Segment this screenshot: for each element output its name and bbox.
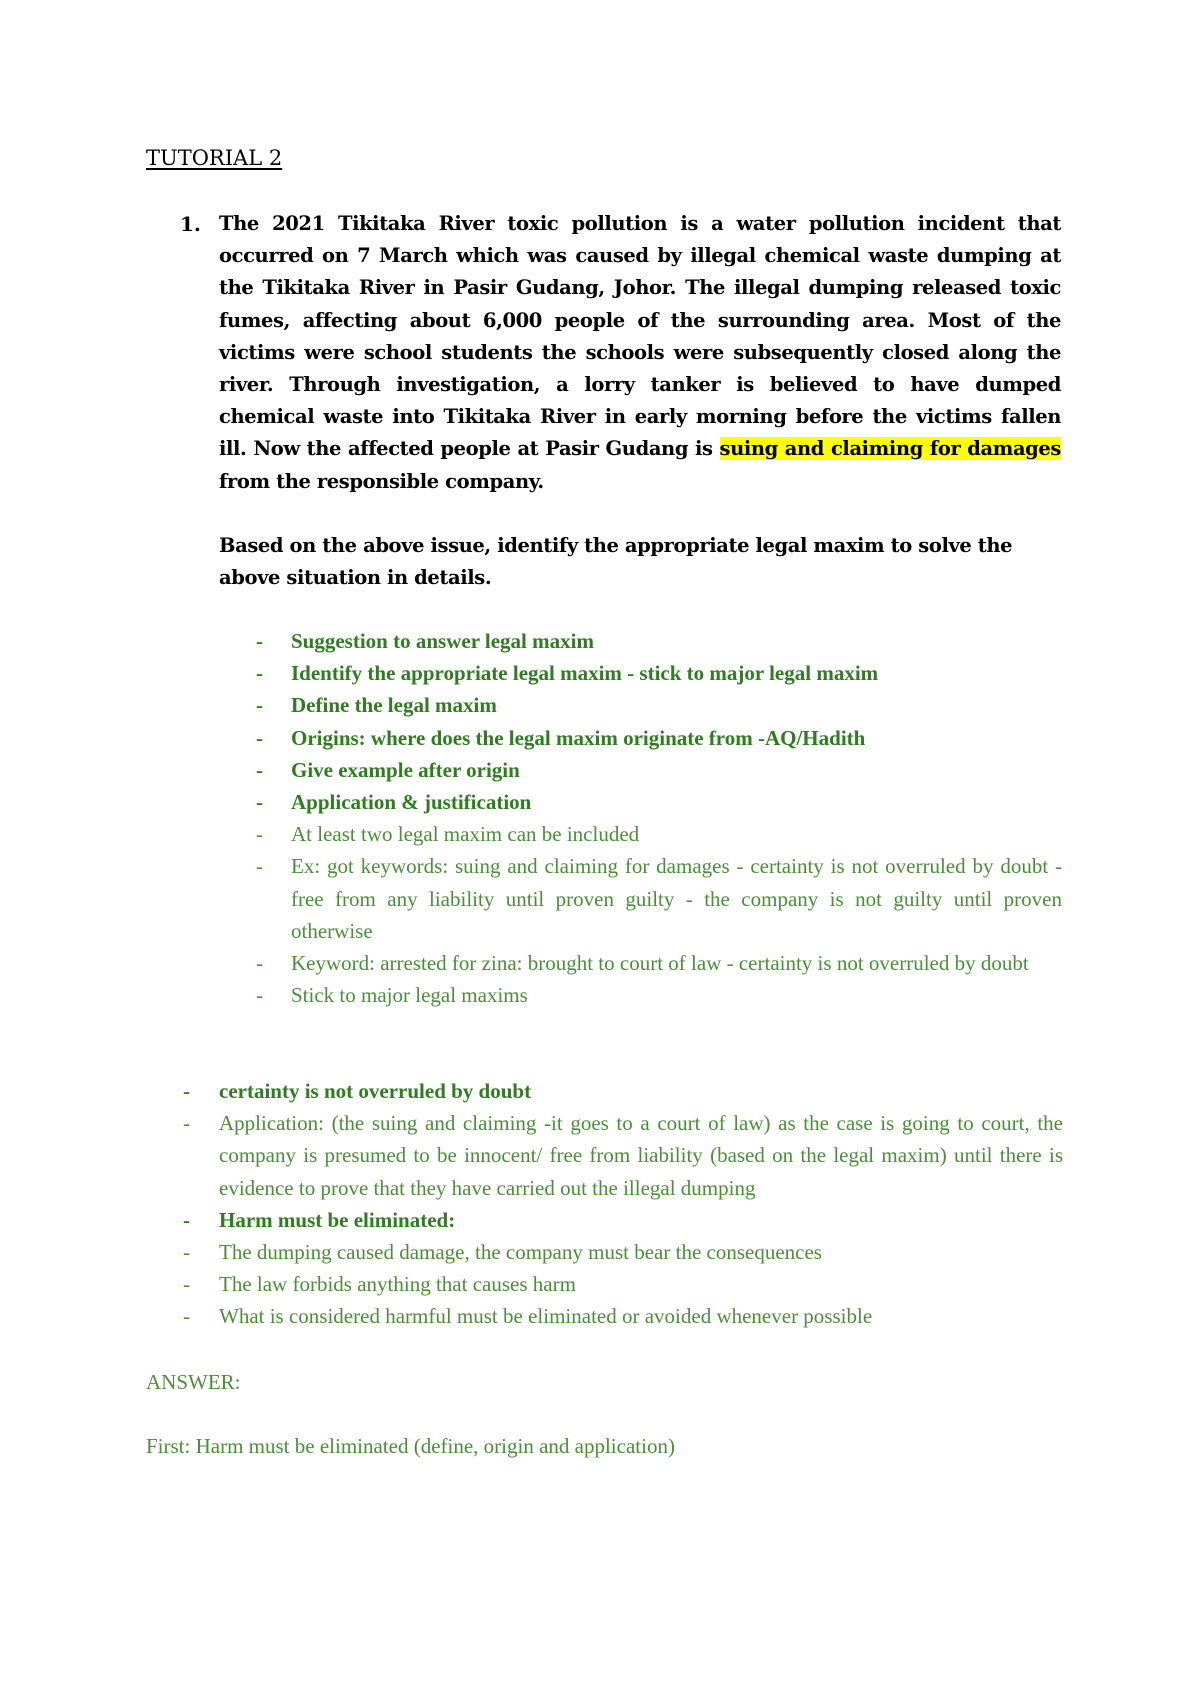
dash-bullet: - — [256, 951, 263, 976]
page-title: TUTORIAL 2 — [146, 146, 283, 170]
list-item: - Give example after origin — [256, 754, 1062, 786]
list-item: - Suggestion to answer legal maxim — [256, 625, 1062, 657]
dash-bullet: - — [256, 790, 263, 815]
question-text-before: The 2021 Tikitaka River toxic pollution is a water pollution incident that occurred on 7 March which was caused by illegal chemical waste dumping at the Tikitaka River in Pasir Gudang, Johor. The illegal dumping released toxic fumes, affecting about 6,000 people of the surrounding area. Most of the victims were school students the schools were subsequently closed along the river. Through investigation, a lorry tanker is believed to have dumped chemical waste into Tikitaka River in early morning before the victims fallen ill. Now the affected people at Pasir Gudang is — [219, 212, 1061, 461]
dash-bullet: - — [256, 854, 263, 879]
dash-bullet: - — [256, 725, 263, 750]
list-item: - Stick to major legal maxims — [256, 979, 1062, 1011]
list-item: - Define the legal maxim — [256, 689, 1062, 721]
list-item: - The dumping caused damage, the company must bear the consequences — [183, 1236, 1063, 1268]
list-item: - certainty is not overruled by doubt — [183, 1075, 1063, 1107]
dash-bullet: - — [183, 1272, 190, 1297]
suggestion-list — [256, 625, 1062, 1011]
answer-first-line: First: Harm must be eliminated (define, origin and application) — [146, 1434, 675, 1458]
dash-bullet: - — [183, 1240, 190, 1265]
dash-bullet: - — [256, 757, 263, 782]
list-item: - Harm must be eliminated: — [183, 1204, 1063, 1236]
dash-bullet: - — [256, 983, 263, 1008]
list-item: - Origins: where does the legal maxim originate from -AQ/Hadith — [256, 722, 1062, 754]
dash-bullet: - — [256, 629, 263, 653]
answer-point-list — [183, 1075, 1063, 1333]
dash-bullet: - — [183, 1079, 190, 1103]
question-text — [219, 208, 1061, 498]
question-number: 1. — [180, 212, 201, 236]
highlighted-phrase: suing and claiming for damages — [719, 437, 1061, 461]
dash-bullet: - — [183, 1111, 190, 1136]
list-item: - Application: (the suing and claiming -it goes to a court of law) as the case is going to court, the company is presumed to be innocent/ free from liability (based on the legal maxim) until there is evidence to prove that they have carried out the illegal dumping — [183, 1107, 1063, 1204]
list-item: - Keyword: arrested for zina: brought to court of law - certainty is not overruled by doubt — [256, 947, 1062, 979]
dash-bullet: - — [256, 822, 263, 847]
question-task: Based on the above issue, identify the appropriate legal maxim to solve the above situation in details. — [219, 534, 1013, 590]
list-item: - Application & justification — [256, 786, 1062, 818]
question-text-after: from the responsible company. — [219, 469, 544, 493]
dash-bullet: - — [256, 693, 263, 718]
dash-bullet: - — [256, 661, 263, 686]
list-item: - At least two legal maxim can be included — [256, 818, 1062, 850]
answer-label: ANSWER: — [146, 1370, 241, 1394]
list-item: - Identify the appropriate legal maxim - stick to major legal maxim — [256, 657, 1062, 689]
list-item: - The law forbids anything that causes harm — [183, 1268, 1063, 1300]
dash-bullet: - — [183, 1207, 190, 1232]
list-item: - What is considered harmful must be eliminated or avoided whenever possible — [183, 1300, 1063, 1332]
dash-bullet: - — [183, 1304, 190, 1329]
list-item: - Ex: got keywords: suing and claiming for damages - certainty is not overruled by doubt - free from any liability until proven guilty - the company is not guilty until proven otherwise — [256, 850, 1062, 947]
